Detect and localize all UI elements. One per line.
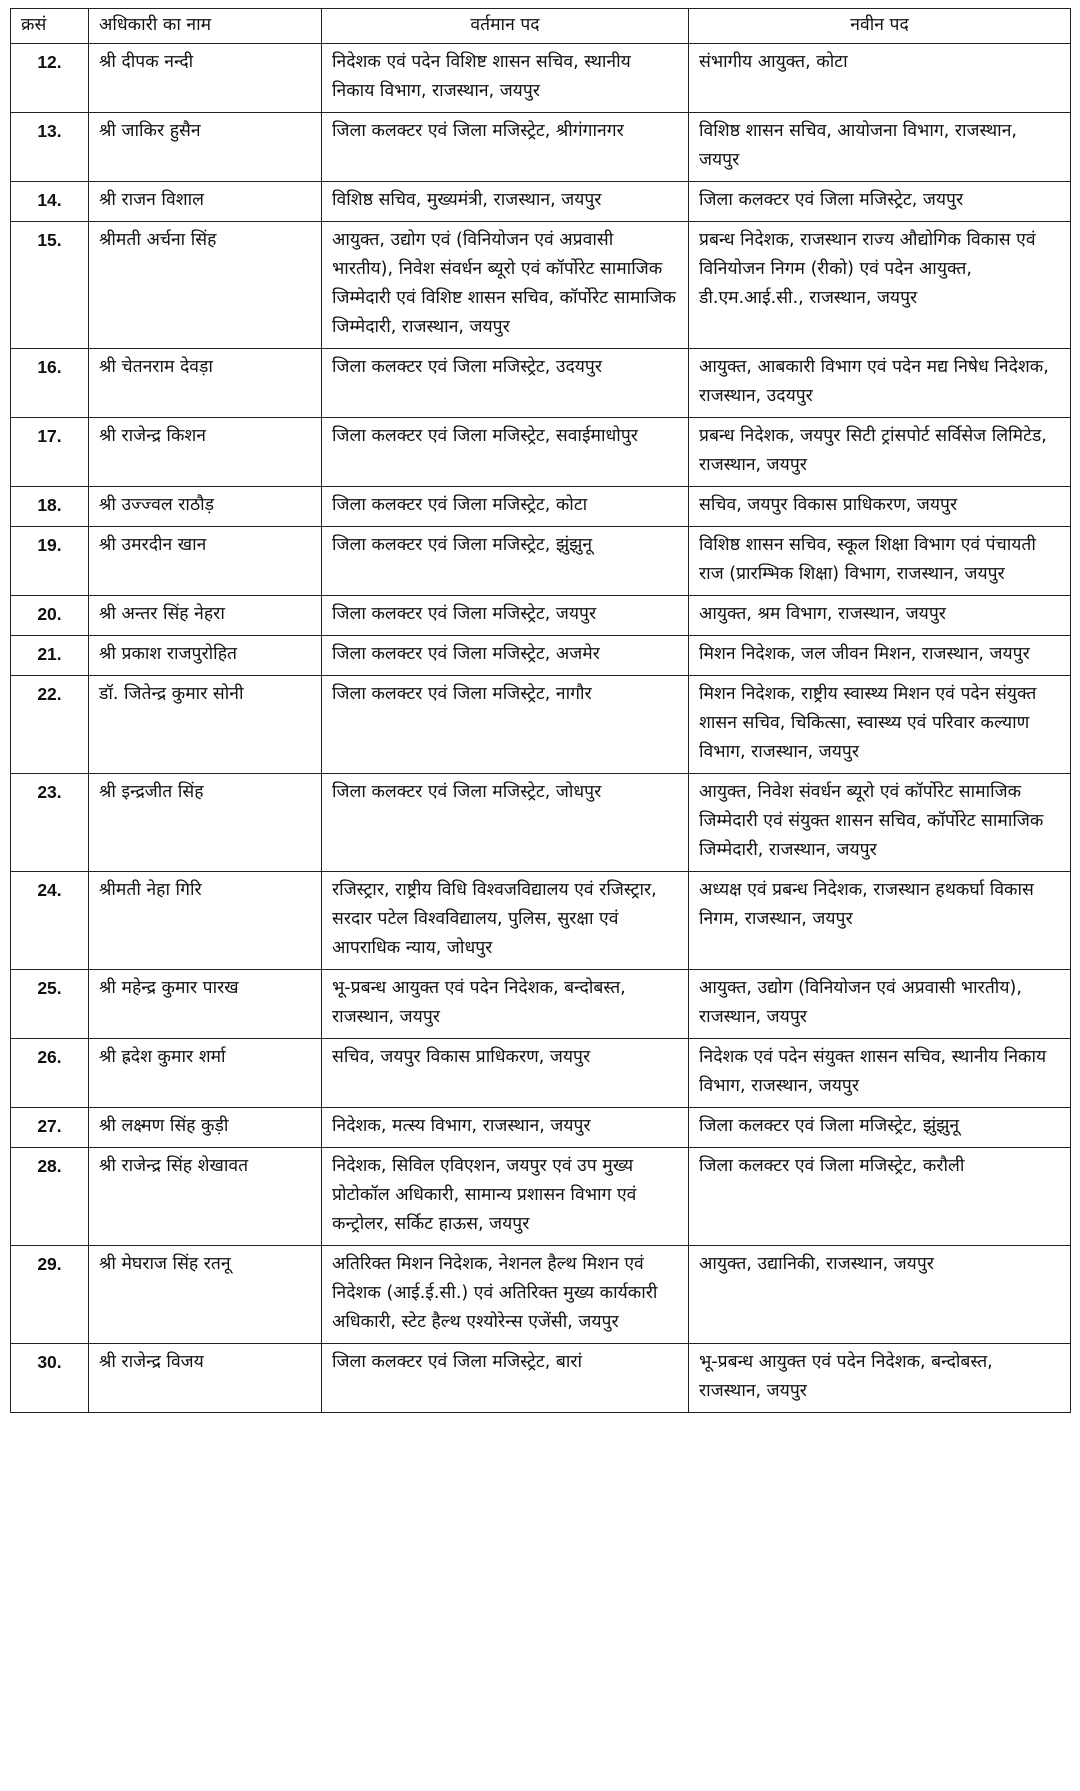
new-post: अध्यक्ष एवं प्रबन्ध निदेशक, राजस्थान हथकर्घा विकास निगम, राजस्थान, जयपुर: [689, 872, 1071, 970]
current-post: जिला कलक्टर एवं जिला मजिस्ट्रेट, बारां: [322, 1344, 689, 1413]
new-post: विशिष्ठ शासन सचिव, आयोजना विभाग, राजस्थान, जयपुर: [689, 113, 1071, 182]
serial-number: 20.: [11, 596, 89, 636]
serial-number: 21.: [11, 636, 89, 676]
table-row: [11, 1108, 1071, 1148]
new-post: सचिव, जयपुर विकास प्राधिकरण, जयपुर: [689, 487, 1071, 527]
new-post: जिला कलक्टर एवं जिला मजिस्ट्रेट, जयपुर: [689, 182, 1071, 222]
serial-number: 19.: [11, 527, 89, 596]
new-post: आयुक्त, निवेश संवर्धन ब्यूरो एवं कॉर्पोरेट सामाजिक जिम्मेदारी एवं संयुक्त शासन सचिव, कॉर्पोरेट सामाजिक जिम्मेदारी, राजस्थान, जयपुर: [689, 774, 1071, 872]
officer-name: श्री राजेन्द्र सिंह शेखावत: [89, 1148, 322, 1246]
serial-number: 14.: [11, 182, 89, 222]
header-officer-name: अधिकारी का नाम: [89, 9, 322, 44]
new-post: मिशन निदेशक, जल जीवन मिशन, राजस्थान, जयपुर: [689, 636, 1071, 676]
officer-name: श्री मेघराज सिंह रतनू: [89, 1246, 322, 1344]
current-post: जिला कलक्टर एवं जिला मजिस्ट्रेट, जयपुर: [322, 596, 689, 636]
new-post: विशिष्ठ शासन सचिव, स्कूल शिक्षा विभाग एवं पंचायती राज (प्रारम्भिक शिक्षा) विभाग, राजस्थान, जयपुर: [689, 527, 1071, 596]
current-post: भू-प्रबन्ध आयुक्त एवं पदेन निदेशक, बन्दोबस्त, राजस्थान, जयपुर: [322, 970, 689, 1039]
new-post: भू-प्रबन्ध आयुक्त एवं पदेन निदेशक, बन्दोबस्त, राजस्थान, जयपुर: [689, 1344, 1071, 1413]
new-post: मिशन निदेशक, राष्ट्रीय स्वास्थ्य मिशन एवं पदेन संयुक्त शासन सचिव, चिकित्सा, स्वास्थ्य एवं परिवार कल्याण विभाग, राजस्थान, जयपुर: [689, 676, 1071, 774]
current-post: सचिव, जयपुर विकास प्राधिकरण, जयपुर: [322, 1039, 689, 1108]
officer-name: श्री चेतनराम देवड़ा: [89, 349, 322, 418]
table-row: [11, 349, 1071, 418]
new-post: आयुक्त, उद्योग (विनियोजन एवं अप्रवासी भारतीय), राजस्थान, जयपुर: [689, 970, 1071, 1039]
serial-number: 12.: [11, 44, 89, 113]
current-post: जिला कलक्टर एवं जिला मजिस्ट्रेट, अजमेर: [322, 636, 689, 676]
serial-number: 30.: [11, 1344, 89, 1413]
table-row: [11, 596, 1071, 636]
serial-number: 15.: [11, 222, 89, 349]
table-row: [11, 113, 1071, 182]
serial-number: 25.: [11, 970, 89, 1039]
new-post: आयुक्त, उद्यानिकी, राजस्थान, जयपुर: [689, 1246, 1071, 1344]
officer-name: श्रीमती नेहा गिरि: [89, 872, 322, 970]
officer-name: डॉ. जितेन्द्र कुमार सोनी: [89, 676, 322, 774]
table-row: [11, 44, 1071, 113]
table-row: [11, 970, 1071, 1039]
current-post: विशिष्ठ सचिव, मुख्यमंत्री, राजस्थान, जयपुर: [322, 182, 689, 222]
serial-number: 16.: [11, 349, 89, 418]
officer-name: श्री लक्ष्मण सिंह कुड़ी: [89, 1108, 322, 1148]
new-post: निदेशक एवं पदेन संयुक्त शासन सचिव, स्थानीय निकाय विभाग, राजस्थान, जयपुर: [689, 1039, 1071, 1108]
current-post: अतिरिक्त मिशन निदेशक, नेशनल हैल्थ मिशन एवं निदेशक (आई.ई.सी.) एवं अतिरिक्त मुख्य कार्यकारी अधिकारी, स्टेट हैल्थ एश्योरेन्स एजेंसी, जयपुर: [322, 1246, 689, 1344]
officer-name: श्री ह्रदेश कुमार शर्मा: [89, 1039, 322, 1108]
current-post: रजिस्ट्रार, राष्ट्रीय विधि विश्वजविद्यालय एवं रजिस्ट्रार, सरदार पटेल विश्वविद्यालय, पुलिस, सुरक्षा एवं आपराधिक न्याय, जोधपुर: [322, 872, 689, 970]
table-body: [11, 44, 1071, 1413]
header-row: [11, 9, 1071, 44]
officer-name: श्री राजेन्द्र विजय: [89, 1344, 322, 1413]
officer-name: श्री अन्तर सिंह नेहरा: [89, 596, 322, 636]
transfer-table: [10, 8, 1071, 1413]
current-post: जिला कलक्टर एवं जिला मजिस्ट्रेट, सवाईमाधोपुर: [322, 418, 689, 487]
officer-name: श्री दीपक नन्दी: [89, 44, 322, 113]
serial-number: 24.: [11, 872, 89, 970]
new-post: जिला कलक्टर एवं जिला मजिस्ट्रेट, झुंझुनू: [689, 1108, 1071, 1148]
serial-number: 29.: [11, 1246, 89, 1344]
serial-number: 23.: [11, 774, 89, 872]
table-row: [11, 872, 1071, 970]
table-row: [11, 222, 1071, 349]
new-post: प्रबन्ध निदेशक, जयपुर सिटी ट्रांसपोर्ट सर्विसेज लिमिटेड, राजस्थान, जयपुर: [689, 418, 1071, 487]
officer-name: श्री उमरदीन खान: [89, 527, 322, 596]
new-post: प्रबन्ध निदेशक, राजस्थान राज्य औद्योगिक विकास एवं विनियोजन निगम (रीको) एवं पदेन आयुक्त, डी.एम.आई.सी., राजस्थान, जयपुर: [689, 222, 1071, 349]
serial-number: 28.: [11, 1148, 89, 1246]
table-row: [11, 527, 1071, 596]
current-post: जिला कलक्टर एवं जिला मजिस्ट्रेट, झुंझुनू: [322, 527, 689, 596]
header-new-post: नवीन पद: [689, 9, 1071, 44]
current-post: जिला कलक्टर एवं जिला मजिस्ट्रेट, जोधपुर: [322, 774, 689, 872]
header-serial-number: क्रसं: [11, 9, 89, 44]
table-row: [11, 418, 1071, 487]
table-row: [11, 182, 1071, 222]
current-post: निदेशक एवं पदेन विशिष्ट शासन सचिव, स्थानीय निकाय विभाग, राजस्थान, जयपुर: [322, 44, 689, 113]
new-post: जिला कलक्टर एवं जिला मजिस्ट्रेट, करौली: [689, 1148, 1071, 1246]
new-post: आयुक्त, श्रम विभाग, राजस्थान, जयपुर: [689, 596, 1071, 636]
table-row: [11, 676, 1071, 774]
serial-number: 22.: [11, 676, 89, 774]
new-post: आयुक्त, आबकारी विभाग एवं पदेन मद्य निषेध निदेशक, राजस्थान, उदयपुर: [689, 349, 1071, 418]
current-post: जिला कलक्टर एवं जिला मजिस्ट्रेट, नागौर: [322, 676, 689, 774]
table-row: [11, 1039, 1071, 1108]
table-row: [11, 636, 1071, 676]
table-row: [11, 1246, 1071, 1344]
current-post: निदेशक, मत्स्य विभाग, राजस्थान, जयपुर: [322, 1108, 689, 1148]
current-post: आयुक्त, उद्योग एवं (विनियोजन एवं अप्रवासी भारतीय), निवेश संवर्धन ब्यूरो एवं कॉर्पोरेट सामाजिक जिम्मेदारी एवं विशिष्ट शासन सचिव, कॉर्पोरेट सामाजिक जिम्मेदारी, राजस्थान, जयपुर: [322, 222, 689, 349]
header-current-post: वर्तमान पद: [322, 9, 689, 44]
officer-name: श्रीमती अर्चना सिंह: [89, 222, 322, 349]
table-row: [11, 1148, 1071, 1246]
officer-name: श्री प्रकाश राजपुरोहित: [89, 636, 322, 676]
table-row: [11, 487, 1071, 527]
new-post: संभागीय आयुक्त, कोटा: [689, 44, 1071, 113]
officer-name: श्री इन्द्रजीत सिंह: [89, 774, 322, 872]
table-header: [11, 9, 1071, 44]
current-post: जिला कलक्टर एवं जिला मजिस्ट्रेट, श्रीगंगानगर: [322, 113, 689, 182]
current-post: निदेशक, सिविल एविएशन, जयपुर एवं उप मुख्य प्रोटोकॉल अधिकारी, सामान्य प्रशासन विभाग एवं कन्ट्रोलर, सर्किट हाऊस, जयपुर: [322, 1148, 689, 1246]
officer-name: श्री राजेन्द्र किशन: [89, 418, 322, 487]
current-post: जिला कलक्टर एवं जिला मजिस्ट्रेट, कोटा: [322, 487, 689, 527]
table-row: [11, 1344, 1071, 1413]
officer-name: श्री राजन विशाल: [89, 182, 322, 222]
officer-name: श्री जाकिर हुसैन: [89, 113, 322, 182]
serial-number: 18.: [11, 487, 89, 527]
officer-name: श्री उज्ज्वल राठौड़: [89, 487, 322, 527]
serial-number: 17.: [11, 418, 89, 487]
serial-number: 27.: [11, 1108, 89, 1148]
table-row: [11, 774, 1071, 872]
current-post: जिला कलक्टर एवं जिला मजिस्ट्रेट, उदयपुर: [322, 349, 689, 418]
serial-number: 13.: [11, 113, 89, 182]
officer-name: श्री महेन्द्र कुमार पारख: [89, 970, 322, 1039]
serial-number: 26.: [11, 1039, 89, 1108]
